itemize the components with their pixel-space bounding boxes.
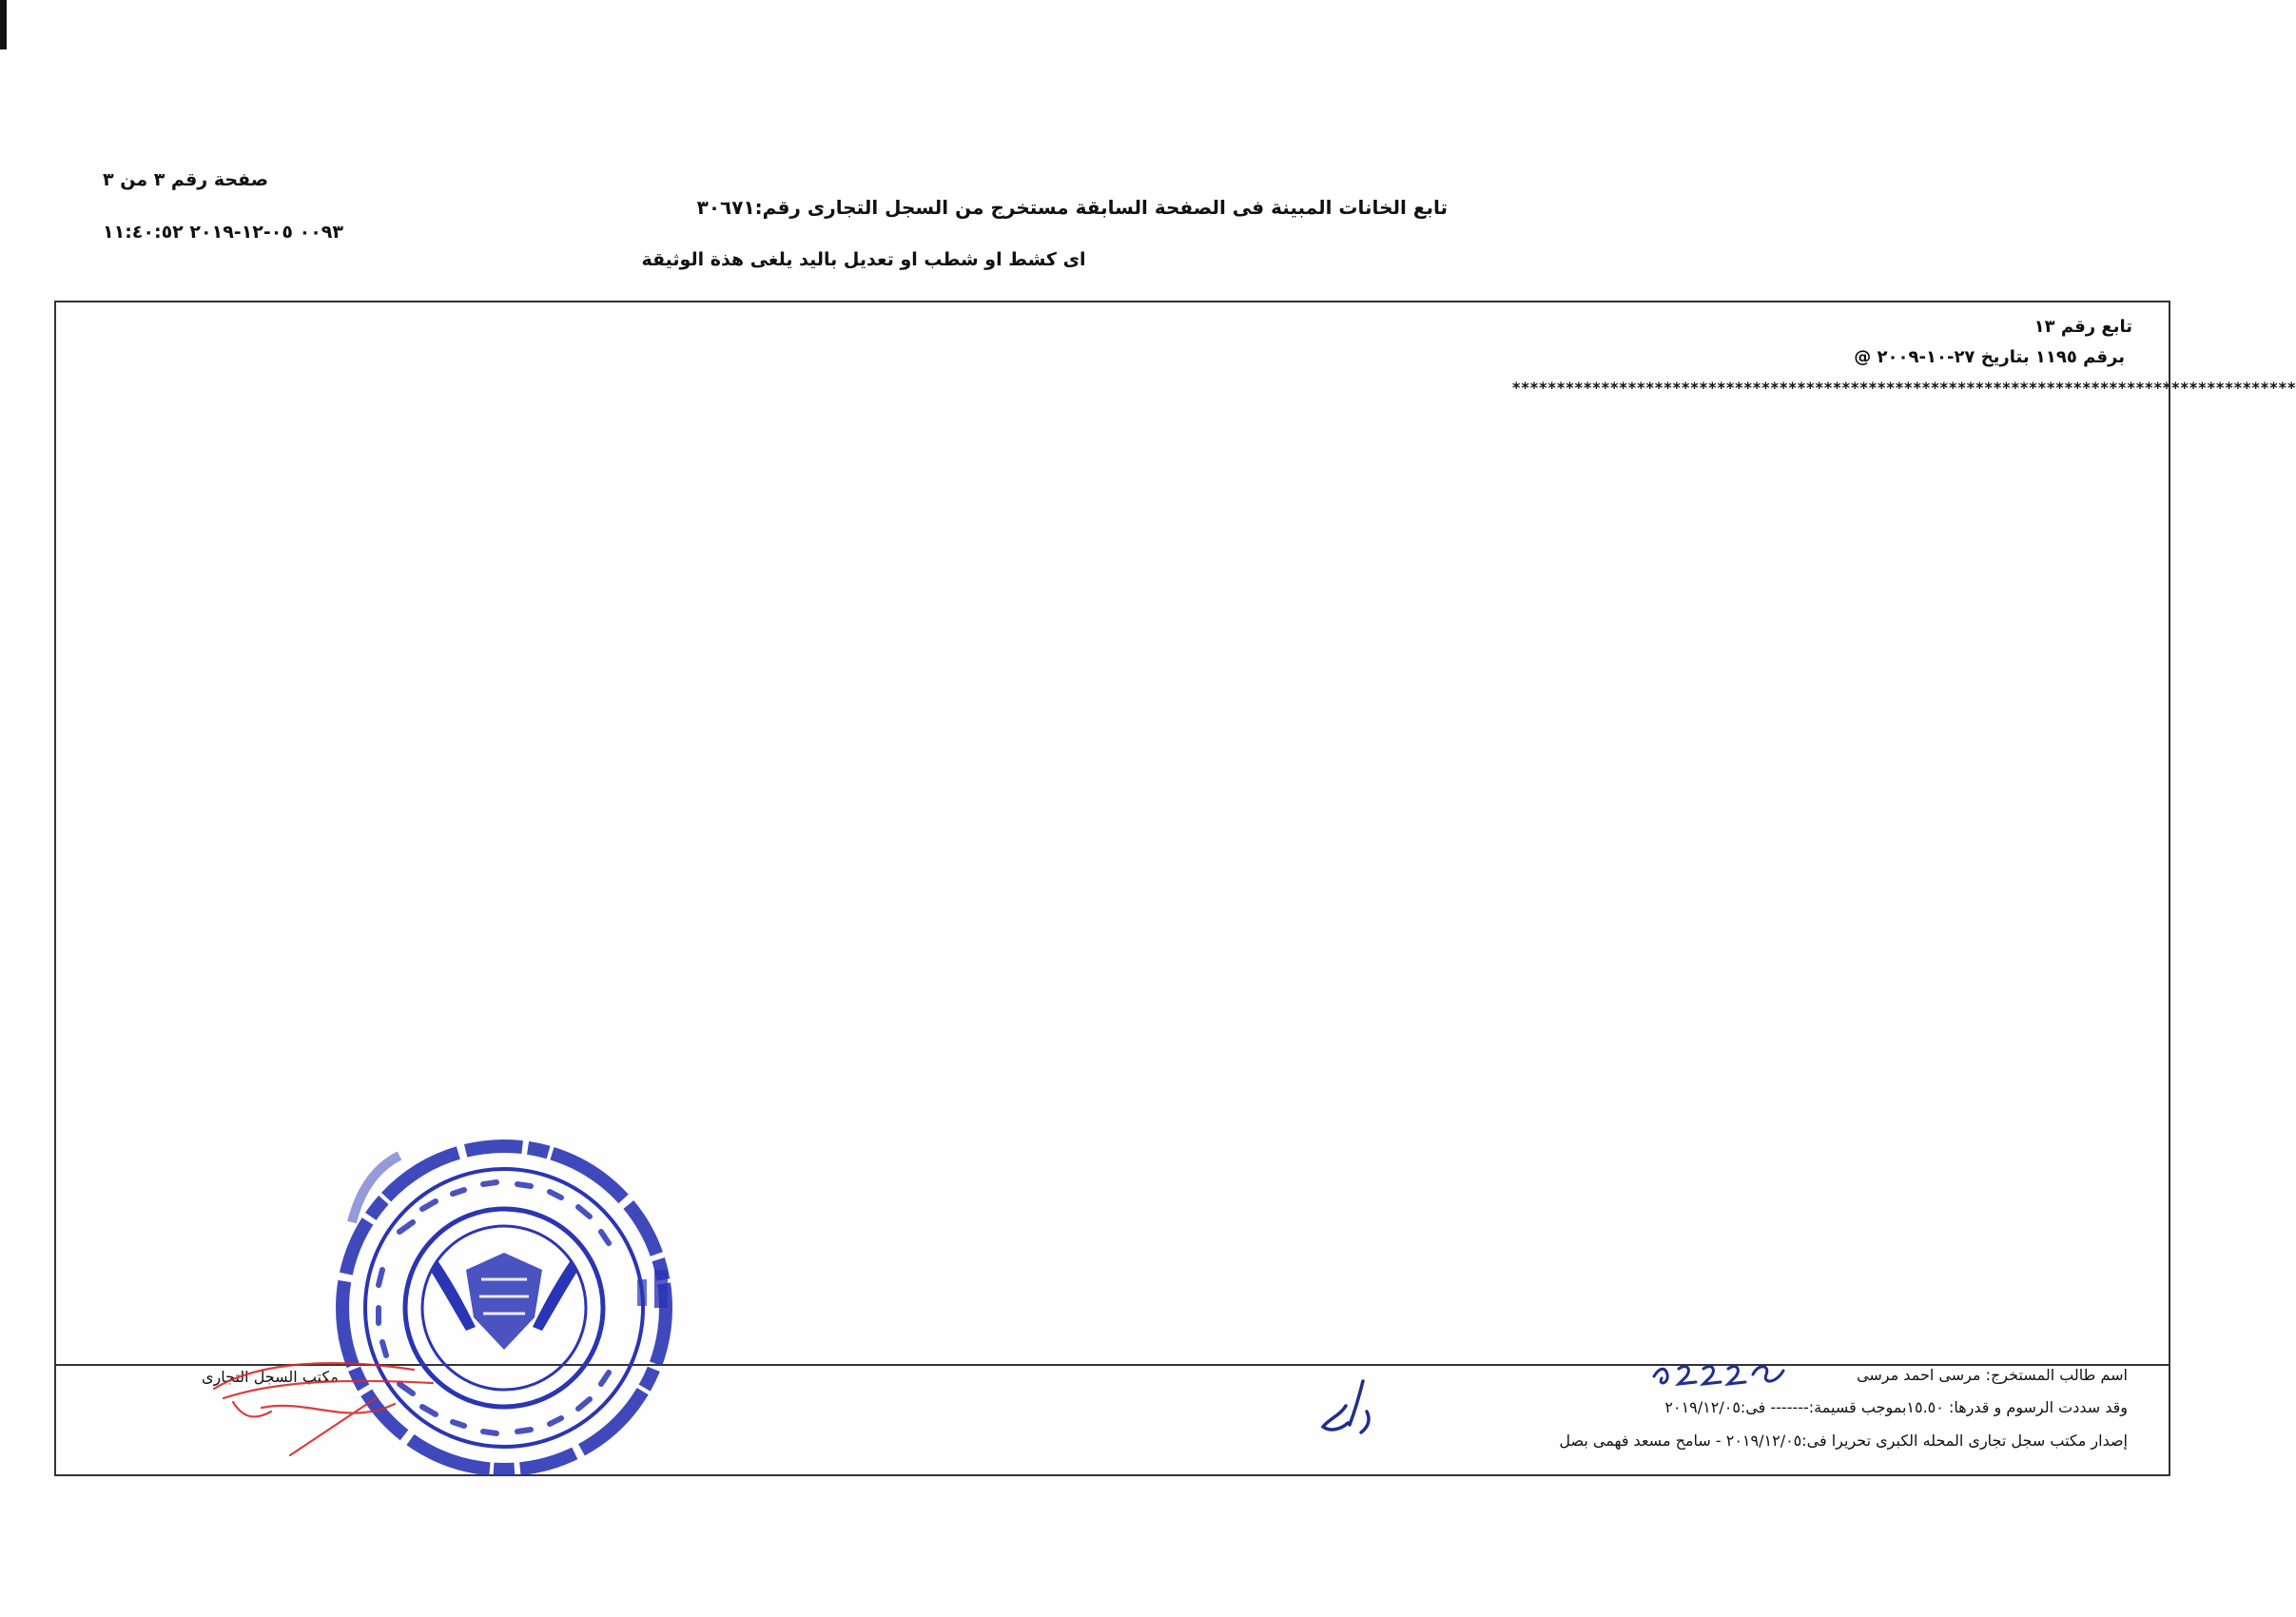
page-number: صفحة رقم ٣ من ٣: [103, 169, 269, 190]
document-title: تابع الخانات المبينة فى الصفحة السابقة مستخرج من السجل التجارى رقم:٣٠٦٧١: [696, 196, 1448, 219]
entry-follow-label: تابع رقم ١٣: [2033, 317, 2132, 337]
print-timestamp: ٠٠٩٣ ٠٥-١٢-٢٠١٩ ١١:٤٠:٥٢: [103, 222, 343, 243]
applicant-name: اسم طالب المستخرج: مرسى احمد مرسى: [1857, 1366, 2128, 1384]
fees-line: وقد سددت الرسوم و قدرها: ١٥.٥٠بموجب قسيمة:------- فى:٢٠١٩/١٢/٠٥: [1664, 1398, 2128, 1416]
office-label: مكتب السجل التجارى: [202, 1368, 339, 1386]
official-seal-stamp: [323, 1127, 685, 1489]
eagle-emblem-icon: [430, 1253, 578, 1350]
entry-registration-line: برقم ١١٩٥ بتاريخ ٢٧-١٠-٢٠٠٩ @: [1854, 347, 2125, 367]
scan-edge-mark: [0, 0, 7, 49]
issuance-line: إصدار مكتب سجل تجارى المحله الكبرى تحريرا فى:٢٠١٩/١٢/٠٥ - سامح مسعد فهمى بصل: [1559, 1432, 2128, 1450]
entry-separator: ****************************************************************************************: [1512, 379, 2296, 397]
alteration-warning: اى كشط او شطب او تعديل باليد يلغى هذة الوثيقة: [641, 249, 1086, 270]
